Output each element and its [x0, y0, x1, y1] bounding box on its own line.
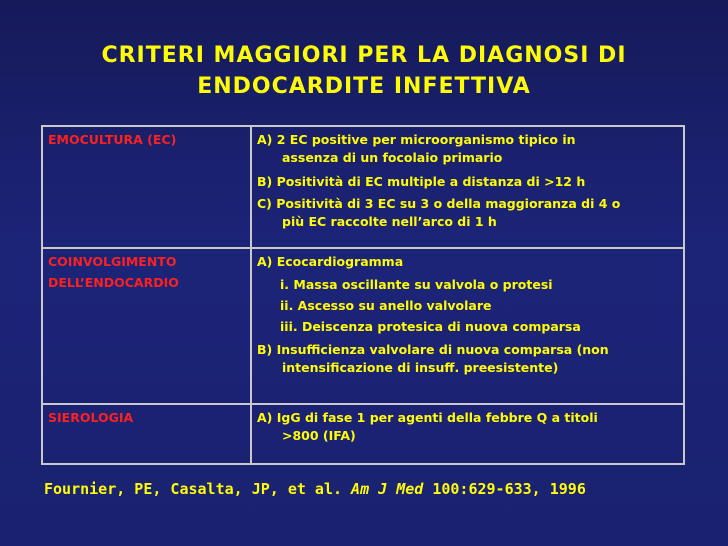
criterion-line: A) 2 EC positive per microorganismo tipico in	[257, 132, 576, 147]
criterion-line: intensificazione di insuff. preesistente)	[282, 360, 559, 375]
criterion-line: C) Positività di 3 EC su 3 o della maggioranza di 4 o	[257, 196, 621, 211]
row-label-sierologia	[42, 404, 251, 464]
row-label-coinvolgimento	[42, 248, 251, 404]
criteria-table	[41, 125, 685, 465]
table-row-coinvolgimento	[42, 248, 684, 404]
criterion-line: ii. Ascesso su anello valvolare	[280, 298, 492, 313]
label-line: EMOCULTURA (EC)	[48, 132, 177, 147]
criterion-line: >800 (IFA)	[282, 428, 356, 443]
row-content-emocultura	[251, 126, 684, 248]
citation-ref: 100:629-633, 1996	[432, 480, 586, 498]
criterion-line: assenza di un focolaio primario	[282, 150, 503, 165]
label-line: DELL’ENDOCARDIO	[48, 275, 179, 290]
citation-journal: Am J Med	[351, 480, 424, 498]
slide-title	[20, 40, 708, 102]
row-content-coinvolgimento	[251, 248, 684, 404]
citation	[44, 480, 704, 498]
label-line: SIEROLOGIA	[48, 410, 134, 425]
criterion-line: più EC raccolte nell’arco di 1 h	[282, 214, 497, 229]
title-line-2: ENDOCARDITE INFETTIVA	[197, 74, 531, 99]
criterion-line: A) IgG di fase 1 per agenti della febbre Q a titoli	[257, 410, 598, 425]
table-row-sierologia	[42, 404, 684, 464]
criterion-line: A) Ecocardiogramma	[257, 254, 404, 269]
title-line-1: CRITERI MAGGIORI PER LA DIAGNOSI DI	[101, 43, 627, 68]
criterion-line: B) Insufficienza valvolare di nuova comparsa (non	[257, 342, 609, 357]
criterion-line: i. Massa oscillante su valvola o protesi	[280, 277, 553, 292]
label-line: COINVOLGIMENTO	[48, 254, 177, 269]
row-content-sierologia	[251, 404, 684, 464]
citation-authors: Fournier, PE, Casalta, JP, et al.	[44, 480, 343, 498]
criterion-line: B) Positività di EC multiple a distanza di >12 h	[257, 174, 586, 189]
row-label-emocultura	[42, 126, 251, 248]
criterion-line: iii. Deiscenza protesica di nuova comparsa	[280, 319, 581, 334]
table-row-emocultura	[42, 126, 684, 248]
